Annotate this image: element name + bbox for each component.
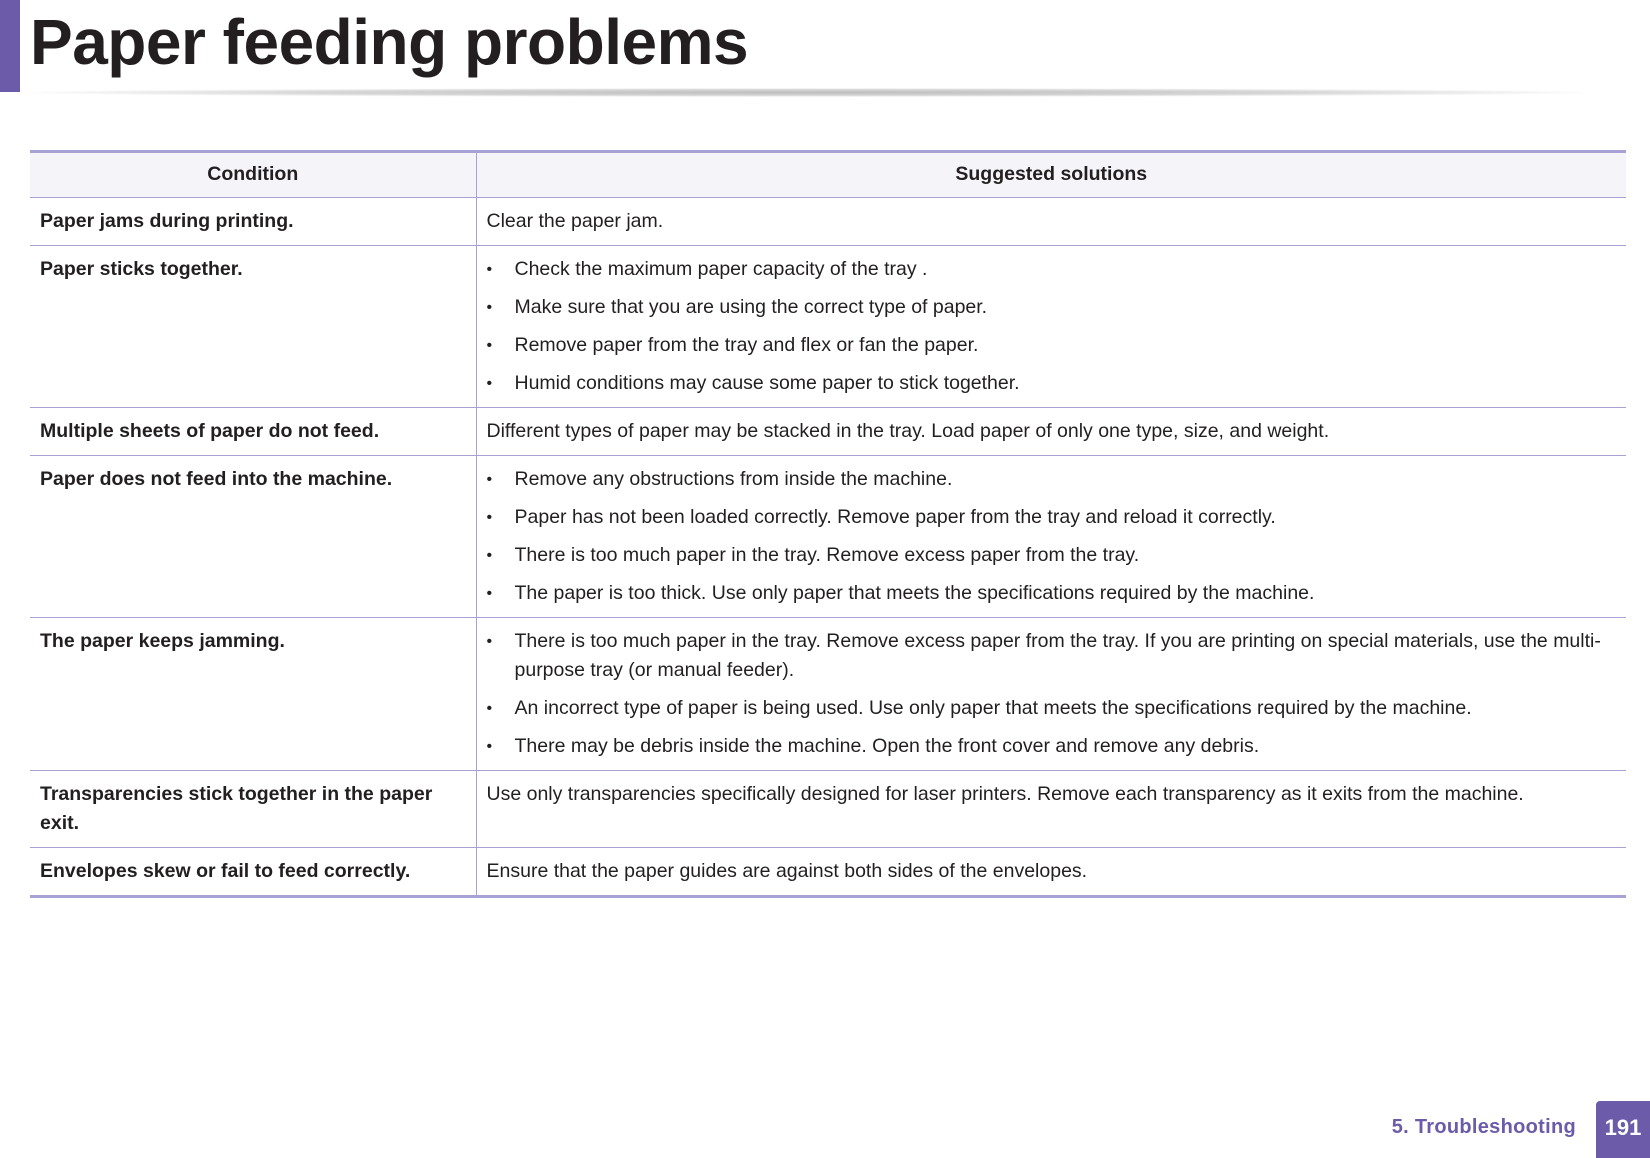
troubleshooting-table <box>30 150 1626 898</box>
table-row <box>30 408 1626 456</box>
title-divider <box>24 88 1590 97</box>
solution-cell: Different types of paper may be stacked in the tray. Load paper of only one type, size, and weight. <box>476 408 1626 456</box>
table-row <box>30 618 1626 771</box>
title-accent-bar <box>0 0 20 92</box>
table-row <box>30 198 1626 246</box>
condition-cell: The paper keeps jamming. <box>30 618 476 771</box>
solution-bullet: • Check the maximum paper capacity of the tray . <box>487 255 1617 284</box>
solution-cell <box>476 618 1626 771</box>
condition-cell: Multiple sheets of paper do not feed. <box>30 408 476 456</box>
solution-bullet: • The paper is too thick. Use only paper that meets the specifications required by the machine. <box>487 579 1617 608</box>
solution-bullet: • Remove paper from the tray and flex or fan the paper. <box>487 331 1617 360</box>
condition-cell: Paper does not feed into the machine. <box>30 456 476 618</box>
condition-cell: Paper jams during printing. <box>30 198 476 246</box>
solution-bullet: • Remove any obstructions from inside the machine. <box>487 465 1617 494</box>
page-title: Paper feeding problems <box>30 6 749 78</box>
solution-cell <box>476 456 1626 618</box>
troubleshooting-table-container <box>30 150 1626 898</box>
solution-bullet: • Make sure that you are using the correct type of paper. <box>487 293 1617 322</box>
footer-chapter-link[interactable]: 5. Troubleshooting <box>1391 1116 1576 1138</box>
solution-bullet: • Humid conditions may cause some paper to stick together. <box>487 369 1617 398</box>
table-row <box>30 246 1626 408</box>
solution-bullet: • Paper has not been loaded correctly. Remove paper from the tray and reload it correctly. <box>487 503 1617 532</box>
table-row <box>30 456 1626 618</box>
solution-bullet: • There is too much paper in the tray. Remove excess paper from the tray. <box>487 541 1617 570</box>
condition-cell: Transparencies stick together in the paper exit. <box>30 771 476 848</box>
page-number-badge: 191 <box>1596 1101 1650 1158</box>
solution-bullet-list <box>487 627 1617 761</box>
table-row <box>30 848 1626 897</box>
header-suggested-solutions: Suggested solutions <box>476 152 1626 198</box>
table-row <box>30 771 1626 848</box>
solution-bullet-list <box>487 255 1617 398</box>
condition-cell: Envelopes skew or fail to feed correctly. <box>30 848 476 897</box>
solution-bullet: • An incorrect type of paper is being used. Use only paper that meets the specifications required by the machine. <box>487 694 1617 723</box>
condition-cell: Paper sticks together. <box>30 246 476 408</box>
solution-cell: Use only transparencies specifically designed for laser printers. Remove each transparency as it exits from the machine. <box>476 771 1626 848</box>
solution-bullet: • There is too much paper in the tray. Remove excess paper from the tray. If you are printing on special materials, use the multi-purpose tray (or manual feeder). <box>487 627 1617 685</box>
solution-bullet-list <box>487 465 1617 608</box>
solution-cell <box>476 246 1626 408</box>
table-header-row <box>30 152 1626 198</box>
solution-bullet: • There may be debris inside the machine. Open the front cover and remove any debris. <box>487 732 1617 761</box>
solution-cell: Ensure that the paper guides are against both sides of the envelopes. <box>476 848 1626 897</box>
header-condition: Condition <box>30 152 476 198</box>
solution-cell: Clear the paper jam. <box>476 198 1626 246</box>
